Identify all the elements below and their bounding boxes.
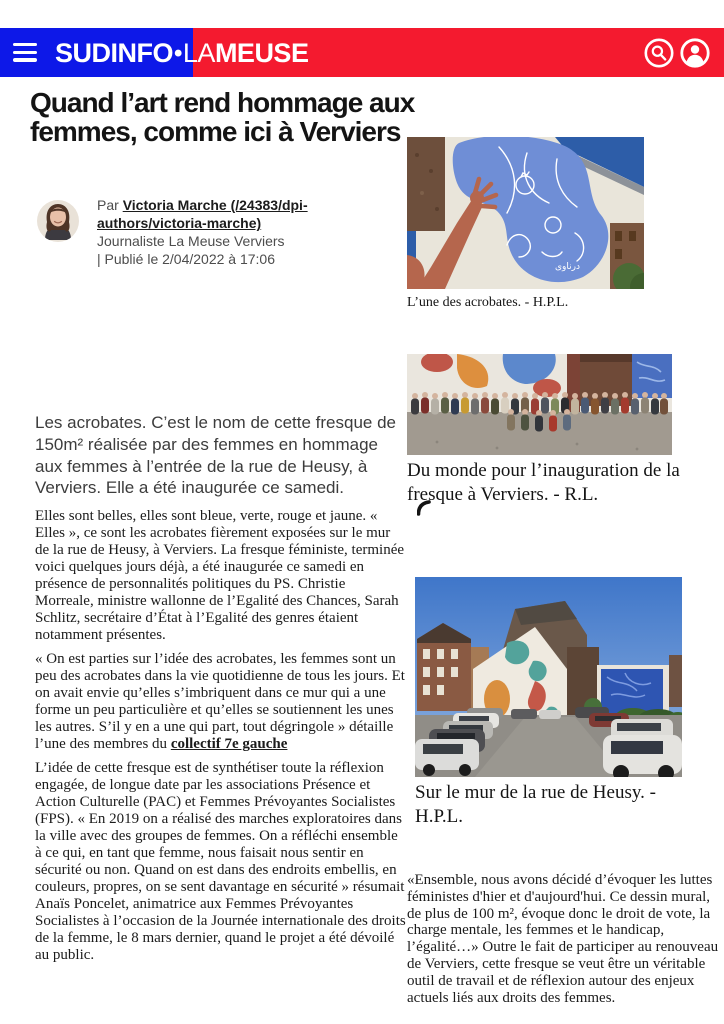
article-figure-3 xyxy=(415,577,683,828)
site-logo[interactable] xyxy=(55,37,308,69)
author-link[interactable]: Victoria Marche (/24383/dpi-authors/victoria-marche) xyxy=(97,197,308,231)
user-account-icon[interactable] xyxy=(680,38,710,68)
image-caption: L’une des acrobates. - H.P.L. xyxy=(407,295,569,310)
quote-paragraph: «Ensemble, nous avons décidé d’évoquer les luttes féministes d'hier et d'aujourd'hui. Ce dessin mural, de plus de 100 m², évoque donc le droit de vote, la charge mentale, les femmes et le handicap, l’égalité…» Outre le fait de participer au renouveau de Verviers, cette fresque se veut être un véritable outil de travail et de réflexion autour des enjeux actuels liés aux droits des femmes. xyxy=(407,872,719,1006)
article-paragraph: Elles sont belles, elles sont bleue, verte, rouge et jaune. « Elles », ce sont les acrobates fièrement exposées sur le mur de la rue de Heusy, à Verviers. La fresque féministe, terminée voici quelques jours déjà, a été inaugurée ce samedi en présence de personnalités politiques du PS. Christie Morreale, ministre wallonne de l’Egalité des Chances, Sarah Schlitz, secrétaire d’État à l’Egalité des genres étaient notamment présentes. xyxy=(35,508,405,644)
byline-role: Journaliste La Meuse Verviers xyxy=(97,233,285,249)
byline-publish-date: | Publié le 2/04/2022 à 17:06 xyxy=(97,251,276,267)
image-caption: Sur le mur de la rue de Heusy. - H.P.L. xyxy=(415,782,656,827)
logo-la: LA xyxy=(182,38,215,68)
logo-sudinfo: SUDINFO xyxy=(55,38,173,68)
logo-meuse: MEUSE xyxy=(214,38,309,68)
inauguration-crowd-image xyxy=(407,354,672,455)
byline xyxy=(37,196,367,268)
article-paragraph xyxy=(35,651,407,753)
article-title: Quand l’art rend hommage aux femmes, comme ici à Verviers xyxy=(30,87,415,147)
paragraph-text: « On est parties sur l’idée des acrobates, les femmes sont un peu des acrobates dans la vie quotidienne de tous les jours. Et on avait envie qu’elles s’imbriquent dans ce mur qui a une forme un peu particulière et qu’elles se soutiennent les unes les autres. S’il y en a une qui part, tout dégringole » détaille l’une des membres du xyxy=(35,651,405,753)
street-mural-image xyxy=(415,577,682,777)
hamburger-menu-icon[interactable] xyxy=(13,43,37,62)
svg-text:درناوی: درناوی xyxy=(555,262,580,272)
author-avatar xyxy=(37,200,79,242)
search-icon[interactable] xyxy=(644,38,674,68)
article-body xyxy=(35,412,407,971)
byline-author-line xyxy=(97,196,369,232)
mural-closeup-image xyxy=(407,137,644,289)
logo-dot: • xyxy=(174,40,182,67)
article-figure-2 xyxy=(407,354,707,506)
byline-prefix: Par xyxy=(97,197,123,213)
top-navigation-bar xyxy=(0,28,724,77)
article-figure-1 xyxy=(407,137,645,312)
collective-link[interactable]: collectif 7e gauche xyxy=(170,736,288,753)
quote-mark-fragment xyxy=(417,500,431,516)
article-lede: Les acrobates. C’est le nom de cette fresque de 150m² réalisée par des femmes en hommage aux femmes à l’entrée de la rue de Heusy, à Verviers. Elle a été inaugurée ce samedi. xyxy=(35,413,396,498)
article-paragraph: L’idée de cette fresque est de synthétiser toute la réflexion engagée, de longue date par les associations Présence et Action Culturelle (PAC) et Femmes Prévoyantes Socialistes (FPS). « En 2019 on a réalisé des marches exploratoires dans la ville avec des groupes de femmes. On a réfléchi ensemble à ce qui, en tant que femme, nous faisait nous sentir en sécurité ou non. Quand on est dans des endroits embellis, en couleurs, propres, on se sent davantage en sécurité » résumait Anaïs Poncelet, animatrice aux Femmes Prévoyantes Socialistes à l’occasion de la Journée internationale des droits de la femme, le 8 mars dernier, quand le projet a été dévoilé au public. xyxy=(35,760,406,964)
image-caption: Du monde pour l’inauguration de la fresque à Verviers. - R.L. xyxy=(407,460,680,505)
